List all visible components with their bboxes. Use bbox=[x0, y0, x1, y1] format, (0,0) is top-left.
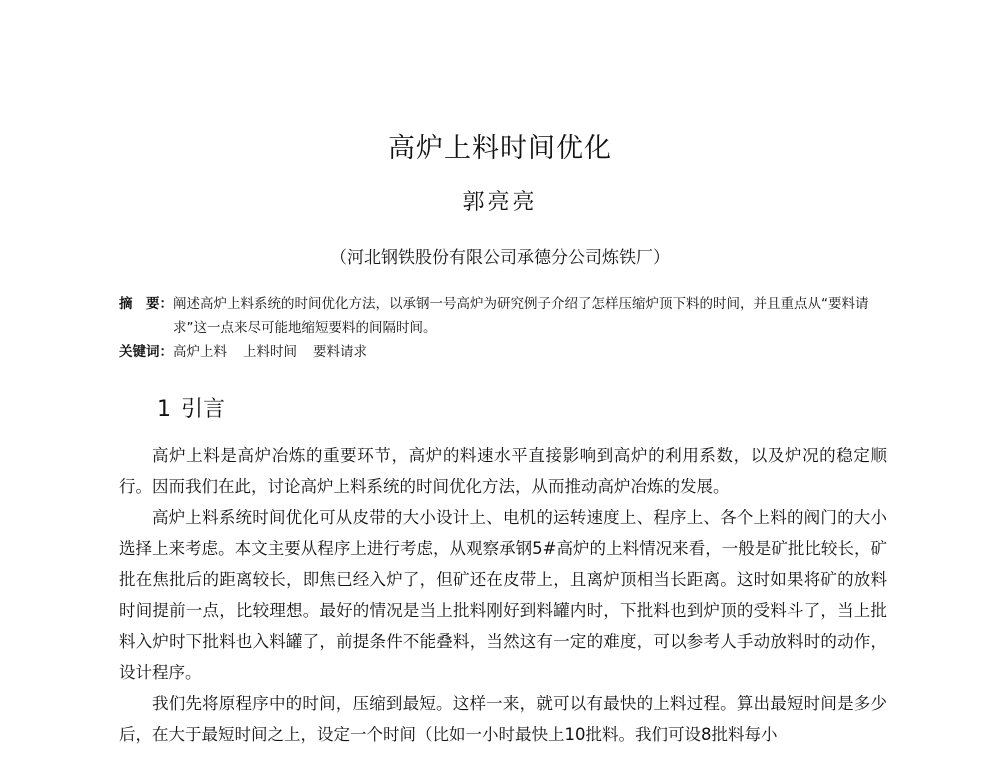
section-heading bbox=[157, 394, 225, 426]
body-text bbox=[119, 440, 887, 750]
article-title: 高炉上料时间优化 bbox=[388, 133, 612, 164]
section-number: 1 bbox=[157, 397, 171, 422]
paragraph: 高炉上料系统时间优化可从皮带的大小设计上、电机的运转速度上、程序上、各个上料的阀门的大小选择上来考虑。本文主要从程序上进行考虑，从观察承钢5#高炉的上料情况来看，一般是矿批比较长，矿批在焦批后的距离较长，即焦已经入炉了，但矿还在皮带上，且离炉顶相当长距离。这时如果将矿的放料时间提前一点，比较理想。最好的情况是当上批料刚好到料罐内时，下批料也到炉顶的受料斗了，当上批料入炉时下批料也入料罐了，前提条件不能叠料，当然这有一定的难度，可以参考人手动放料时的动作，设计程序。 bbox=[119, 508, 887, 682]
keywords-label: 关键词： bbox=[119, 344, 173, 360]
abstract-block bbox=[119, 292, 889, 364]
author-affiliation: （河北钢铁股份有限公司承德分公司炼铁厂） bbox=[330, 248, 670, 268]
keyword: 高炉上料 bbox=[173, 344, 227, 360]
paragraph: 高炉上料是高炉冶炼的重要环节，高炉的料速水平直接影响到高炉的利用系数，以及炉况的稳定顺行。因而我们在此，讨论高炉上料系统的时间优化方法，从而推动高炉冶炼的发展。 bbox=[119, 446, 887, 496]
abstract-label: 摘 要： bbox=[119, 296, 173, 312]
paragraph: 我们先将原程序中的时间，压缩到最短。这样一来，就可以有最快的上料过程。算出最短时间是多少后，在大于最短时间之上，设定一个时间（比如一小时最快上10批料。我们可设8批料每小 bbox=[119, 694, 887, 744]
abstract-row bbox=[119, 292, 889, 340]
article-author: 郭亮亮 bbox=[462, 190, 538, 215]
section-title: 引言 bbox=[181, 397, 226, 422]
keyword: 上料时间 bbox=[243, 344, 297, 360]
abstract-text: 阐述高炉上料系统的时间优化方法，以承钢一号高炉为研究例子介绍了怎样压缩炉顶下料的时间，并且重点从“要料请求”这一点来尽可能地缩短要料的间隔时间。 bbox=[173, 296, 869, 336]
keywords-row bbox=[119, 340, 889, 364]
keyword: 要料请求 bbox=[313, 344, 367, 360]
